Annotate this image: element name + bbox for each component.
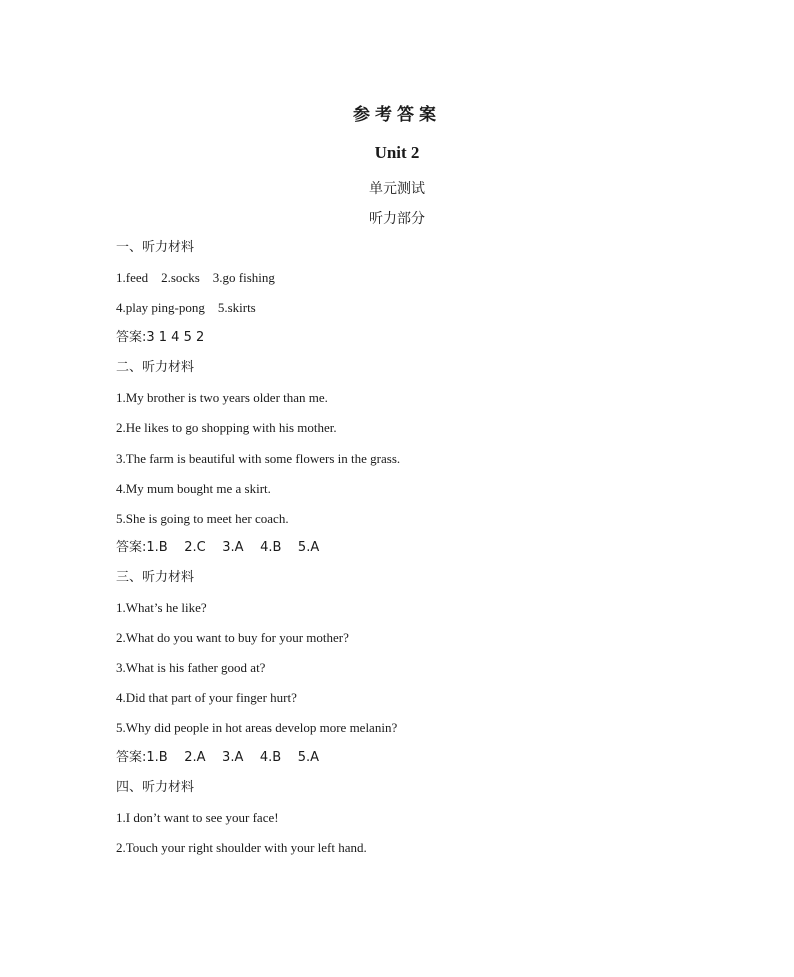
- section1-heading: 一、听力材料: [116, 240, 195, 255]
- section1-line1: 1.feed 2.socks 3.go fishing: [116, 270, 275, 285]
- section4-item: 1.I don’t want to see your face!: [116, 810, 279, 825]
- section2-item: 2.He likes to go shopping with his mother.: [116, 420, 337, 435]
- section3-item: 1.What’s he like?: [116, 600, 207, 615]
- section2-answer: 答案:1.B 2.C 3.A 4.B 5.A: [116, 540, 320, 555]
- unit-title: Unit 2: [374, 143, 420, 162]
- unit-test-heading: 单元测试: [369, 181, 425, 197]
- section3-heading: 三、听力材料: [116, 570, 195, 585]
- section3-item: 4.Did that part of your finger hurt?: [116, 690, 297, 705]
- section2-item: 3.The farm is beautiful with some flowers in the grass.: [116, 451, 401, 466]
- section3-item: 2.What do you want to buy for your mother?: [116, 630, 349, 645]
- section1-line2: 4.play ping-pong 5.skirts: [116, 300, 256, 315]
- section1-answer: 答案:3 1 4 5 2: [116, 330, 205, 345]
- section3-item: 3.What is his father good at?: [116, 660, 266, 675]
- section2-item: 4.My mum bought me a skirt.: [116, 481, 271, 496]
- page-title: 参考答案: [353, 105, 441, 125]
- section3-answer: 答案:1.B 2.A 3.A 4.B 5.A: [116, 750, 320, 765]
- section4-item: 2.Touch your right shoulder with your left hand.: [116, 840, 367, 855]
- section4-heading: 四、听力材料: [116, 780, 195, 795]
- section2-item: 1.My brother is two years older than me.: [116, 390, 328, 405]
- section2-heading: 二、听力材料: [116, 360, 195, 375]
- section3-item: 5.Why did people in hot areas develop more melanin?: [116, 720, 398, 735]
- section2-item: 5.She is going to meet her coach.: [116, 511, 289, 526]
- listening-part-heading: 听力部分: [369, 211, 425, 227]
